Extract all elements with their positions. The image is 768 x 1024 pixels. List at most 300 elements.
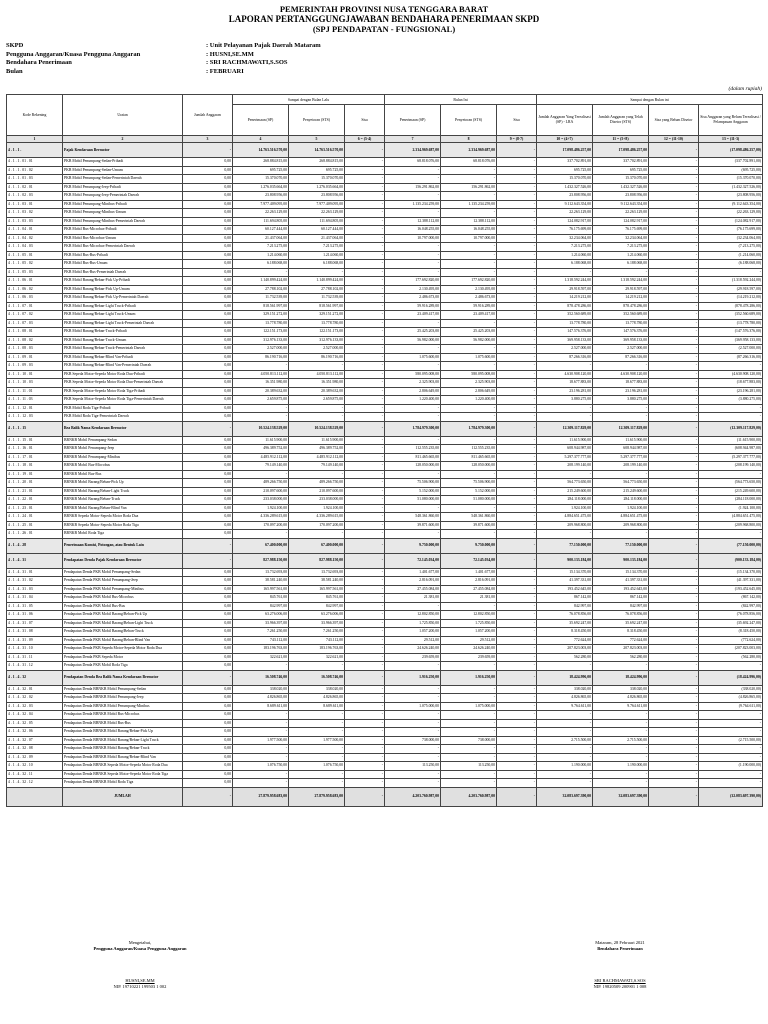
cell-a: 845.761,00 [233, 594, 289, 603]
cell-a: 7.213.275,00 [233, 243, 289, 252]
cell-anggaran: 0,00 [183, 602, 233, 611]
cell-a: 1.924.100,00 [233, 504, 289, 513]
cell-b: 7.213.275,00 [289, 243, 345, 252]
cell-b: 20.389.632,00 [289, 387, 345, 396]
cell-b: 8.689.611,00 [289, 702, 345, 711]
cell-g: - [537, 470, 593, 479]
cell-e: 1.784.979.300,00 [441, 421, 497, 436]
cell-f: - [497, 496, 537, 505]
cell-j: (867.142,00) [699, 594, 763, 603]
table-row [7, 183, 763, 192]
cell-e: 738.000,00 [441, 736, 497, 745]
cell-anggaran: 0,00 [183, 462, 233, 471]
cell-i: - [649, 770, 699, 779]
cell-g: 772.624,00 [537, 636, 593, 645]
cell-kode: 4 . 1 . 4 . 31 . 01 [7, 568, 63, 577]
col-penerimaan: Penerimaan (SP) [233, 105, 289, 136]
cell-uraian: PKB Mobil Penumpang-Minibus-Pribadi [63, 200, 183, 209]
cell-uraian: BBNKB Sepeda Motor-Sepeda Motor Roda Dua [63, 513, 183, 522]
cell-d: - [385, 345, 441, 354]
cell-j: - [699, 745, 763, 754]
cell-g: 695.725,00 [537, 166, 593, 175]
cell-anggaran: 0,00 [183, 268, 233, 277]
cell-b: 1.214.060,00 [289, 251, 345, 260]
cell-uraian: Pendapatan Denda PKB Mobil Bus-Bus [63, 602, 183, 611]
cell-kode: 4 . 1 . 1 . 10 . 01 [7, 370, 63, 379]
cell-a: 27.788.102,00 [233, 285, 289, 294]
cell-uraian: PKB Mobil Barang/Beban-Light Truck-Pribadi [63, 302, 183, 311]
cell-d: 811.465.665,00 [385, 453, 441, 462]
cell-i: - [649, 311, 699, 320]
cell-anggaran: 0,00 [183, 619, 233, 628]
cell-h: - [593, 711, 649, 720]
cell-kode: 4 . 1 . 4 . 32 . 11 [7, 770, 63, 779]
cell-c: - [345, 453, 385, 462]
table-row [7, 302, 763, 311]
cell-uraian: Penerimaan Komisi, Potongan, atau Bentuk Lain [63, 538, 183, 553]
cell-j: (208.199.140,00) [699, 462, 763, 471]
cell-kode: 4 . 1 . 1 . 21 . 01 [7, 487, 63, 496]
cell-a: 63.276.006,00 [233, 611, 289, 620]
cell-kode: 4 . 1 . 1 . 26 . 01 [7, 530, 63, 539]
cell-d: - [385, 470, 441, 479]
cell-h: 18.677.883,00 [593, 379, 649, 388]
cell-kode: 4 . 1 . 1 . 17 . 01 [7, 453, 63, 462]
cell-i: - [649, 379, 699, 388]
cell-i: - [649, 787, 699, 806]
cell-i: - [649, 585, 699, 594]
cell-e: 2.486.673,00 [441, 294, 497, 303]
table-row [7, 602, 763, 611]
cell-j: (14.219.212,00) [699, 294, 763, 303]
cell-uraian: PKB Mobil Penumpang-Minibus-Umum [63, 209, 183, 218]
cell-c: - [345, 285, 385, 294]
cell-kode: 4 . 1 . 1 . 06 . 02 [7, 285, 63, 294]
cell-kode: 4 . 1 . 4 . 32 . 08 [7, 745, 63, 754]
cell-i: - [649, 513, 699, 522]
cell-i: - [649, 268, 699, 277]
table-row [7, 453, 763, 462]
cell-f: - [497, 285, 537, 294]
cell-b: 11.732.539,00 [289, 294, 345, 303]
cell-uraian: Pendapatan Denda BBNKB Mobil Penumpang-Jeep [63, 694, 183, 703]
cell-b: 1.076.750,00 [289, 762, 345, 771]
cell-d: 2.816.091,00 [385, 577, 441, 586]
table-row [7, 619, 763, 628]
cell-h: 11.615.900,00 [593, 436, 649, 445]
cell-kode: 4 . 1 . 4 . 31 . 02 [7, 577, 63, 586]
col-penyetoran: Penyetoran (STS) [289, 105, 345, 136]
cell-j: (337.702.891,00) [699, 158, 763, 167]
header-line-3: (SPJ PENDAPATAN - FUNGSIONAL) [312, 24, 456, 34]
table-row [7, 745, 763, 754]
table-row [7, 645, 763, 654]
cell-a: 4.050.813.112,00 [233, 370, 289, 379]
cell-uraian: PKB Mobil Barang/Beban-Truck-Pribadi [63, 328, 183, 337]
cell-a: - [233, 728, 289, 737]
cell-j: - [699, 711, 763, 720]
cell-e: - [441, 251, 497, 260]
cell-g: - [537, 711, 593, 720]
cell-anggaran: - [183, 553, 233, 568]
cell-h: 193.452.645,00 [593, 585, 649, 594]
cell-b: 86.190.716,00 [289, 353, 345, 362]
cell-uraian: PKB Mobil Bus-Bus-Umum [63, 260, 183, 269]
cell-g: - [537, 268, 593, 277]
cell-h: 2.715.500,00 [593, 736, 649, 745]
cell-anggaran: 0,00 [183, 175, 233, 184]
cell-kode: 4 . 1 . 1 . 18 . 01 [7, 462, 63, 471]
cell-d: 1.135.234.259,00 [385, 200, 441, 209]
cell-g: 9.764.611,00 [537, 702, 593, 711]
cell-e: 1.075.600,00 [441, 353, 497, 362]
cell-j: (23.808.956,00) [699, 192, 763, 201]
cell-b: 1.276.035.664,00 [289, 183, 345, 192]
cell-h: - [593, 268, 649, 277]
cell-kode: 4 . 1 . 1 . 07 . 03 [7, 319, 63, 328]
cell-j: (878.478.286,00) [699, 302, 763, 311]
cell-j: (1.432.327.526,00) [699, 183, 763, 192]
table-row [7, 268, 763, 277]
cell-j: (562.280,00) [699, 653, 763, 662]
group-row [7, 421, 763, 436]
cell-a: 122.151.173,00 [233, 328, 289, 337]
cell-b: 496.389.752,00 [289, 445, 345, 454]
cell-b: 38.581.240,00 [289, 577, 345, 586]
cell-f: - [497, 745, 537, 754]
table-row [7, 260, 763, 269]
cell-anggaran: 0,00 [183, 319, 233, 328]
cell-d: - [385, 175, 441, 184]
cell-d: - [385, 243, 441, 252]
cell-kode: 4 . 1 . 1 . 11 . 03 [7, 396, 63, 405]
table-row [7, 611, 763, 620]
cell-anggaran: 0,00 [183, 404, 233, 413]
cell-c: - [345, 421, 385, 436]
table-row [7, 209, 763, 218]
cell-a: 489.266.750,00 [233, 479, 289, 488]
cell-a: 79.149.140,00 [233, 462, 289, 471]
cell-g: 11.615.900,00 [537, 436, 593, 445]
table-row [7, 479, 763, 488]
cell-c: - [345, 404, 385, 413]
cell-b: 170.097.200,00 [289, 521, 345, 530]
cell-g: 1.190.000,00 [537, 762, 593, 771]
cell-j: (1.924.100,00) [699, 504, 763, 513]
cell-j: (29.918.597,00) [699, 285, 763, 294]
cell-g: 369.958.133,00 [537, 336, 593, 345]
table-row [7, 719, 763, 728]
cell-kode: 4 . 1 . 1 . 22 . 01 [7, 496, 63, 505]
cell-a: 827.988.150,00 [233, 553, 289, 568]
cell-f: - [497, 379, 537, 388]
cell-f: - [497, 192, 537, 201]
col-sisa: Sisa [497, 105, 537, 136]
cell-e: 12.388.112,00 [441, 217, 497, 226]
cell-a: 4.826.865,00 [233, 694, 289, 703]
cell-h: 1.318.592.244,00 [593, 277, 649, 286]
cell-i: - [649, 436, 699, 445]
cell-d: - [385, 319, 441, 328]
cell-f: - [497, 611, 537, 620]
cell-b: 22.263.129,00 [289, 209, 345, 218]
cell-a: 233.038.000,00 [233, 496, 289, 505]
cell-j: (124.082.917,00) [699, 217, 763, 226]
cell-f: - [497, 670, 537, 685]
cell-a: 2.659.875,00 [233, 396, 289, 405]
cell-d: - [385, 362, 441, 371]
cell-d: 27.455.084,00 [385, 585, 441, 594]
cell-b: 11.615.900,00 [289, 436, 345, 445]
cell-b: 79.149.140,00 [289, 462, 345, 471]
cell-g: - [537, 662, 593, 671]
cell-anggaran: 0,00 [183, 745, 233, 754]
cell-e: 2.816.091,00 [441, 577, 497, 586]
cell-a: 1.977.500,00 [233, 736, 289, 745]
cell-e: - [441, 413, 497, 422]
cell-i: - [649, 404, 699, 413]
cell-h: 17.098.486.257,00 [593, 143, 649, 158]
cell-j: (7.213.275,00) [699, 243, 763, 252]
cell-c: - [345, 143, 385, 158]
cell-j: - [699, 413, 763, 422]
cell-j: (32.083.697.390,00) [699, 787, 763, 806]
cell-b: - [289, 770, 345, 779]
cell-anggaran: 0,00 [183, 530, 233, 539]
cell-f: - [497, 487, 537, 496]
cell-d: - [385, 779, 441, 788]
cell-j: (76.078.856,00) [699, 611, 763, 620]
cell-b: 16.508.746,00 [289, 670, 345, 685]
cell-e: 112.555.235,00 [441, 445, 497, 454]
cell-kode: 4 . 1 . 1 . 11 . 01 [7, 387, 63, 396]
cell-f: - [497, 470, 537, 479]
cell-j: (284.118.000,00) [699, 496, 763, 505]
cell-uraian: PKB Mobil Penumpang-Jeep-Pribadi [63, 183, 183, 192]
column-number: 8 [441, 136, 497, 143]
cell-a: 170.097.200,00 [233, 521, 289, 530]
cell-e: - [441, 728, 497, 737]
cell-kode: 4 . 1 . 1 . 01 . 03 [7, 175, 63, 184]
cell-j: (17.098.486.257,00) [699, 143, 763, 158]
cell-c: - [345, 379, 385, 388]
cell-j: - [699, 470, 763, 479]
cell-c: - [345, 513, 385, 522]
cell-d: - [385, 268, 441, 277]
cell-b: - [289, 530, 345, 539]
cell-i: - [649, 762, 699, 771]
cell-c: - [345, 728, 385, 737]
cell-e: - [441, 504, 497, 513]
cell-a: 111.694.805,00 [233, 217, 289, 226]
cell-b: 16.351.980,00 [289, 379, 345, 388]
cell-j: (147.576.376,00) [699, 328, 763, 337]
cell-kode: 4 . 1 . 4 . 32 . 09 [7, 753, 63, 762]
cell-e: - [441, 243, 497, 252]
table-row [7, 530, 763, 539]
cell-f: - [497, 736, 537, 745]
column-number: 2 [63, 136, 183, 143]
table-row [7, 243, 763, 252]
table-row [7, 285, 763, 294]
cell-g: 1.432.327.526,00 [537, 183, 593, 192]
cell-h: - [593, 719, 649, 728]
cell-c: - [345, 719, 385, 728]
cell-j: (369.958.133,00) [699, 336, 763, 345]
cell-j: (1.214.060,00) [699, 251, 763, 260]
cell-e: 2.806.649,00 [441, 387, 497, 396]
table-row [7, 577, 763, 586]
cell-i: - [649, 217, 699, 226]
cell-i: - [649, 521, 699, 530]
column-number: 12 = (11-10) [649, 136, 699, 143]
table-row [7, 762, 763, 771]
cell-e: 1.725.850,00 [441, 619, 497, 628]
cell-a: - [233, 470, 289, 479]
cell-h: 23.196.281,00 [593, 387, 649, 396]
cell-g: 3.880.275,00 [537, 396, 593, 405]
cell-a: 38.581.240,00 [233, 577, 289, 586]
cell-h: 12.309.117.829,00 [593, 421, 649, 436]
cell-anggaran: 0,00 [183, 521, 233, 530]
cell-c: - [345, 504, 385, 513]
cell-f: - [497, 251, 537, 260]
cell-a: 22.263.129,00 [233, 209, 289, 218]
cell-kode: 4 . 1 . 1 . 24 . 01 [7, 513, 63, 522]
table-row [7, 694, 763, 703]
table-row [7, 277, 763, 286]
cell-j: (2.527.000,00) [699, 345, 763, 354]
cell-kode: 4 . 1 . 1 . 10 . 03 [7, 379, 63, 388]
table-row [7, 311, 763, 320]
cell-i: - [649, 719, 699, 728]
signature-left-name: HUSNI,SE.MM [125, 978, 155, 983]
cell-d: 29.512,00 [385, 636, 441, 645]
cell-d: 59.916.289,00 [385, 302, 441, 311]
cell-h: 338.020,00 [593, 685, 649, 694]
cell-j: (842.997,00) [699, 602, 763, 611]
cell-a: 842.997,00 [233, 602, 289, 611]
cell-j: (32.234.064,00) [699, 234, 763, 243]
cell-anggaran: 0,00 [183, 226, 233, 235]
cell-kode: 4 . 1 . 4 . 31 . 09 [7, 636, 63, 645]
cell-h: 207.823.003,00 [593, 645, 649, 654]
cell-anggaran: 0,00 [183, 779, 233, 788]
cell-d: 2.486.673,00 [385, 294, 441, 303]
cell-j: (3.880.275,00) [699, 396, 763, 405]
cell-a: - [233, 711, 289, 720]
cell-h: 3.880.275,00 [593, 396, 649, 405]
cell-a: - [233, 753, 289, 762]
table-row [7, 379, 763, 388]
cell-e: 29.512,00 [441, 636, 497, 645]
cell-a: 165.997.561,00 [233, 585, 289, 594]
cell-g: 124.082.917,00 [537, 217, 593, 226]
cell-c: - [345, 353, 385, 362]
cell-b: - [289, 753, 345, 762]
cell-a: 21.437.064,00 [233, 234, 289, 243]
cell-kode: 4 . 1 . 1 . 01 . 01 [7, 158, 63, 167]
signature-left-role: Pengguna Anggaran/Kuasa Pengguna Anggaran [93, 946, 187, 951]
cell-a: 14.763.516.570,00 [233, 143, 289, 158]
cell-c: - [345, 779, 385, 788]
cell-a: 27.879.958.683,00 [233, 787, 289, 806]
cell-e: - [441, 404, 497, 413]
cell-i: - [649, 209, 699, 218]
column-number-row [7, 136, 763, 143]
cell-i: - [649, 183, 699, 192]
cell-g: 23.808.956,00 [537, 192, 593, 201]
table-row [7, 200, 763, 209]
cell-anggaran: - [183, 538, 233, 553]
cell-a: 743.112,00 [233, 636, 289, 645]
cell-d: 738.000,00 [385, 736, 441, 745]
cell-f: - [497, 319, 537, 328]
cell-d: 68.818.076,00 [385, 158, 441, 167]
cell-g: 22.263.129,00 [537, 209, 593, 218]
cell-uraian: PKB Mobil Barang/Beban-Blind Van-Pemerintah Daerah [63, 362, 183, 371]
cell-e: 239.659,00 [441, 653, 497, 662]
cell-kode: 4 . 1 . 1 . 09 . 01 [7, 353, 63, 362]
cell-kode: 4 . 1 . 1 . 07 . 01 [7, 302, 63, 311]
cell-anggaran: - [183, 670, 233, 685]
cell-d: 12.802.850,00 [385, 611, 441, 620]
cell-h: 1.190.000,00 [593, 762, 649, 771]
signature-right-nip: NIP. 19820509 200901 1 008 [593, 984, 647, 989]
cell-a: 338.020,00 [233, 685, 289, 694]
cell-uraian: Pajak Kendaraan Bermotor [63, 143, 183, 158]
cell-g: 208.199.140,00 [537, 462, 593, 471]
cell-f: - [497, 217, 537, 226]
cell-e: 23.409.417,00 [441, 311, 497, 320]
cell-d: - [385, 209, 441, 218]
cell-i: - [649, 336, 699, 345]
cell-g: 193.452.645,00 [537, 585, 593, 594]
cell-c: - [345, 319, 385, 328]
cell-e: 2.130.495,00 [441, 285, 497, 294]
cell-c: - [345, 702, 385, 711]
cell-c: - [345, 496, 385, 505]
cell-j: (1.318.592.244,00) [699, 277, 763, 286]
total-row [7, 787, 763, 806]
cell-uraian: PKB Mobil Bus-Bus-Pemerintah Daerah [63, 268, 183, 277]
report-header [0, 4, 768, 34]
cell-a: 312.976.133,00 [233, 336, 289, 345]
cell-h: - [593, 662, 649, 671]
col-uraian: Uraian [63, 95, 183, 136]
cell-f: - [497, 619, 537, 628]
cell-uraian: BBNKB Mobil Penumpang-Sedan [63, 436, 183, 445]
cell-a: - [233, 404, 289, 413]
cell-anggaran: 0,00 [183, 662, 233, 671]
cell-kode: 4 . 1 . 1 . 12 . 03 [7, 413, 63, 422]
col-group-sd-bulan-ini: Sampai dengan Bulan ini [537, 95, 763, 105]
cell-kode: 4 . 1 . 4 . 32 . 02 [7, 694, 63, 703]
cell-f: - [497, 479, 537, 488]
cell-g: - [537, 413, 593, 422]
table-row [7, 166, 763, 175]
cell-i: - [649, 753, 699, 762]
cell-c: - [345, 736, 385, 745]
cell-g: 15.134.370,00 [537, 568, 593, 577]
cell-f: - [497, 753, 537, 762]
cell-g: 1.214.060,00 [537, 251, 593, 260]
cell-b: 845.761,00 [289, 594, 345, 603]
cell-b: 15.370.070,00 [289, 175, 345, 184]
cell-d: - [385, 745, 441, 754]
cell-c: - [345, 470, 385, 479]
table-row [7, 753, 763, 762]
